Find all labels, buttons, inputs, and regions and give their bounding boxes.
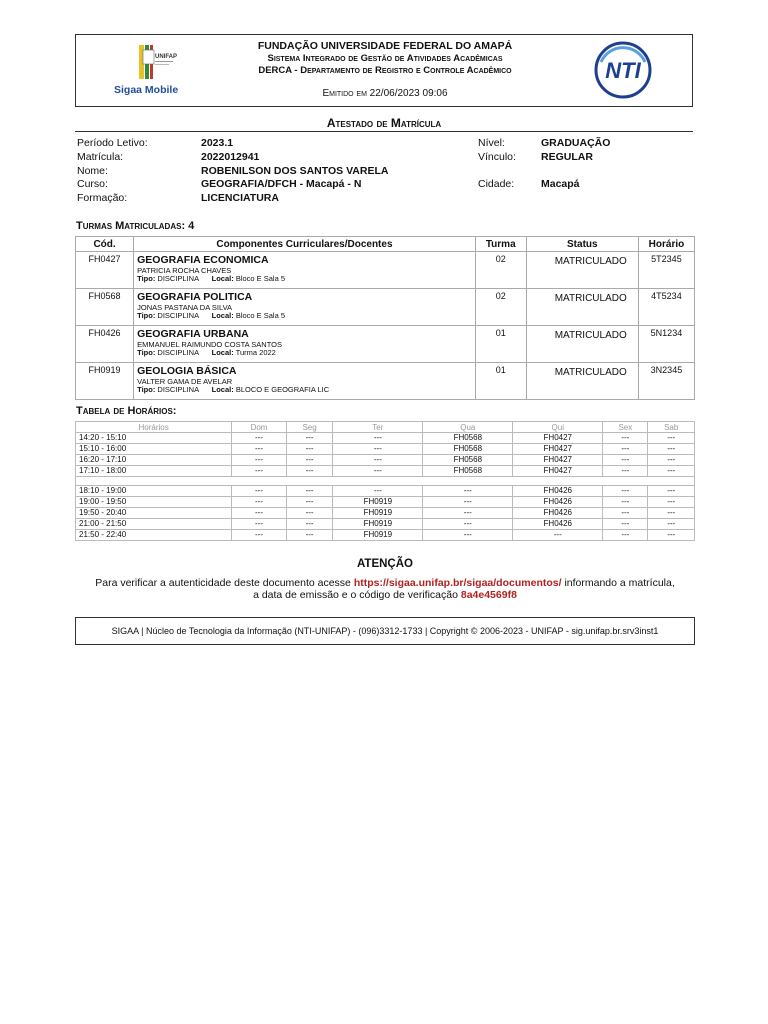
horario-slot: 16:20 - 17:10 [76,455,232,466]
turma-horario: 4T5234 [638,289,694,326]
tipo-value: DISCIPLINA [157,311,200,320]
componente-docente: EMMANUEL RAIMUNDO COSTA SANTOS [137,340,283,349]
horarios-col-header: Sab [648,422,695,433]
turmas-table [75,236,695,400]
nivel-label: Nível: [478,137,505,149]
horario-slot: 18:10 - 19:00 [76,486,232,497]
horario-cell: --- [423,519,513,530]
sigaa-mobile-label: Sigaa Mobile [114,84,179,96]
horario-cell: --- [603,433,648,444]
horario-cell: --- [423,486,513,497]
turma-status: MATRICULADO [526,326,638,363]
horarios-gap-cell [423,477,513,486]
horario-cell: --- [648,444,695,455]
horarios-gap-cell [232,477,287,486]
horarios-col-header: Ter [333,422,423,433]
horarios-col-header: Seg [286,422,333,433]
tipo-label: Tipo: [137,274,156,283]
verif-pre: Para verificar a autenticidade deste documento acesse [95,577,354,589]
horario-cell: --- [423,508,513,519]
vinculo-value: REGULAR [541,151,593,163]
local-value: Bloco E Sala 5 [235,274,286,283]
turma-row [76,252,695,289]
horarios-col-header: Qua [423,422,513,433]
horario-cell: FH0426 [513,497,603,508]
horario-slot: 14:20 - 15:10 [76,433,232,444]
horario-cell: --- [603,508,648,519]
horario-slot: 21:00 - 21:50 [76,519,232,530]
turma-componente [134,326,476,363]
horario-cell: --- [423,530,513,541]
horario-cell: --- [603,530,648,541]
horario-cell: FH0426 [513,519,603,530]
horario-cell: FH0427 [513,466,603,477]
turma-numero: 02 [475,289,526,326]
horarios-row [76,455,695,466]
col-horario: Horário [638,237,694,252]
horario-cell: FH0427 [513,444,603,455]
horario-cell: --- [232,466,287,477]
componente-docente: PATRICIA ROCHA CHAVES [137,266,232,275]
componente-tipo-local [137,275,472,283]
horario-cell: --- [648,508,695,519]
tipo-value: DISCIPLINA [157,274,200,283]
horario-cell: --- [232,497,287,508]
horario-cell: --- [286,466,333,477]
horarios-col-header: Dom [232,422,287,433]
componente-nome: GEOGRAFIA ECONOMICA [137,254,269,266]
horario-cell: --- [232,444,287,455]
turma-numero: 01 [475,326,526,363]
horarios-gap-cell [76,477,232,486]
horario-cell: --- [648,466,695,477]
turma-row [76,289,695,326]
horario-cell: --- [286,530,333,541]
horario-cell: --- [333,444,423,455]
horario-cell: FH0568 [423,444,513,455]
issue-date: Emitido em 22/06/2023 09:06 [322,88,448,99]
turma-status: MATRICULADO [526,289,638,326]
horario-cell: --- [603,519,648,530]
horarios-col-header: Sex [603,422,648,433]
horarios-row [76,466,695,477]
verification-text [75,577,695,601]
verification-code: 8a4e4569f8 [460,589,517,601]
formacao-label: Formação: [77,192,128,204]
horario-cell: --- [648,530,695,541]
matricula-value: 2022012941 [201,151,260,163]
tipo-label: Tipo: [137,348,156,357]
turmas-header-row [76,237,695,252]
horario-cell: FH0427 [513,455,603,466]
horario-cell: FH0568 [423,433,513,444]
horario-cell: --- [333,466,423,477]
page-footer: SIGAA | Núcleo de Tecnologia da Informação (NTI-UNIFAP) - (096)3312-1733 | Copyright © 2006-2023 - UNIFAP - sig.unifap.br.srv3inst1 [75,617,695,645]
svg-text:NTI: NTI [605,58,641,83]
horario-cell: --- [603,486,648,497]
tipo-label: Tipo: [137,385,156,394]
nivel-value: GRADUAÇÃO [541,137,611,149]
svg-text:UNIFAP: UNIFAP [155,54,178,60]
col-turma: Turma [475,237,526,252]
local-label: Local: [211,311,234,320]
horarios-row [76,444,695,455]
turma-numero: 01 [475,363,526,400]
turma-row [76,326,695,363]
turma-componente [134,289,476,326]
local-value: BLOCO E GEOGRAFIA LIC [235,385,330,394]
horarios-row [76,508,695,519]
horarios-gap-cell [513,477,603,486]
horario-cell: --- [648,433,695,444]
horario-cell: --- [286,433,333,444]
periodo-label: Período Letivo: [77,137,148,149]
local-value: Turma 2022 [235,348,276,357]
horario-cell: FH0426 [513,486,603,497]
horario-cell: --- [232,530,287,541]
local-label: Local: [211,348,234,357]
horario-slot: 15:10 - 16:00 [76,444,232,455]
turma-horario: 5T2345 [638,252,694,289]
cidade-label: Cidade: [478,178,515,190]
attention-heading: ATENÇÃO [356,558,413,570]
local-value: Bloco E Sala 5 [235,311,286,320]
componente-nome: GEOGRAFIA URBANA [137,328,249,340]
horario-cell: --- [648,486,695,497]
componente-tipo-local [137,349,472,357]
turma-componente [134,363,476,400]
horario-cell: --- [232,486,287,497]
horario-cell: --- [232,508,287,519]
horarios-table [75,421,695,541]
componente-docente: JONAS PASTANA DA SILVA [137,303,233,312]
col-componentes: Componentes Curriculares/Docentes [134,237,476,252]
horarios-row [76,497,695,508]
verification-link[interactable]: https://sigaa.unifap.br/sigaa/documentos/ [353,577,562,589]
turma-cod: FH0919 [76,363,134,400]
turma-status: MATRICULADO [526,252,638,289]
componente-docente: VALTER GAMA DE AVELAR [137,377,233,386]
horario-cell: --- [648,455,695,466]
turma-cod: FH0427 [76,252,134,289]
periodo-value: 2023.1 [201,137,234,149]
horario-cell: FH0919 [333,519,423,530]
horario-cell: --- [232,455,287,466]
horario-cell: --- [333,433,423,444]
nome-value: ROBENILSON DOS SANTOS VARELA [201,165,389,177]
componente-tipo-local [137,386,472,394]
horario-cell: --- [286,519,333,530]
col-cod: Cód. [76,237,134,252]
horario-slot: 19:50 - 20:40 [76,508,232,519]
horario-cell: FH0427 [513,433,603,444]
cidade-value: Macapá [541,178,580,190]
horario-cell: --- [513,530,603,541]
curso-label: Curso: [77,178,108,190]
horario-cell: --- [648,519,695,530]
institution-name: FUNDAÇÃO UNIVERSIDADE FEDERAL DO AMAPÁ [257,40,513,52]
horario-cell: --- [232,519,287,530]
componente-nome: GEOLOGIA BÁSICA [137,365,237,377]
curso-value: GEOGRAFIA/DFCH - Macapá - N [201,178,362,190]
horarios-row [76,433,695,444]
horarios-gap-cell [286,477,333,486]
componente-nome: GEOGRAFIA POLITICA [137,291,253,303]
horarios-gap-cell [603,477,648,486]
horario-cell: --- [603,497,648,508]
verif-mid: informando a matrícula, [561,577,675,589]
department-name: DERCA - Departamento de Registro e Controle Acadêmico [258,65,512,76]
horarios-title: Tabela de Horários: [76,405,177,417]
turma-cod: FH0426 [76,326,134,363]
horarios-gap-cell [333,477,423,486]
horario-cell: FH0919 [333,530,423,541]
verif-line2: a data de emissão e o código de verificação [253,589,461,601]
horario-cell: --- [603,455,648,466]
horario-cell: FH0426 [513,508,603,519]
horario-cell: --- [603,466,648,477]
horario-cell: --- [648,497,695,508]
horario-cell: --- [333,455,423,466]
horarios-row [76,519,695,530]
horario-cell: --- [286,455,333,466]
horario-cell: --- [286,497,333,508]
tipo-label: Tipo: [137,311,156,320]
turmas-title: Turmas Matriculadas: 4 [76,220,195,232]
formacao-value: LICENCIATURA [201,192,279,204]
turma-status: MATRICULADO [526,363,638,400]
horario-cell: FH0919 [333,508,423,519]
turma-horario: 3N2345 [638,363,694,400]
matricula-label: Matrícula: [77,151,124,163]
system-name: Sistema Integrado de Gestão de Atividades Acadêmicas [267,53,503,64]
horario-cell: FH0919 [333,497,423,508]
horario-cell: FH0568 [423,466,513,477]
horario-slot: 21:50 - 22:40 [76,530,232,541]
horario-cell: --- [286,444,333,455]
horario-slot: 19:00 - 19:50 [76,497,232,508]
horarios-row [76,530,695,541]
horario-slot: 17:10 - 18:00 [76,466,232,477]
turma-componente [134,252,476,289]
horarios-header-row [76,422,695,433]
horarios-col-header: Horários [76,422,232,433]
document-title: Atestado de Matrícula [75,116,693,132]
horario-cell: FH0568 [423,455,513,466]
col-status: Status [526,237,638,252]
horarios-gap-cell [648,477,695,486]
horarios-row [76,486,695,497]
horario-cell: --- [423,497,513,508]
local-label: Local: [211,274,234,283]
turma-cod: FH0568 [76,289,134,326]
tipo-value: DISCIPLINA [157,348,200,357]
tipo-value: DISCIPLINA [157,385,200,394]
horarios-gap-row [76,477,695,486]
horario-cell: --- [333,486,423,497]
componente-tipo-local [137,312,472,320]
turma-numero: 02 [475,252,526,289]
nti-logo-icon [591,40,655,100]
vinculo-label: Vínculo: [478,151,516,163]
document-header [75,34,693,107]
horario-cell: --- [232,433,287,444]
turma-horario: 5N1234 [638,326,694,363]
nome-label: Nome: [77,165,108,177]
horario-cell: --- [286,486,333,497]
local-label: Local: [211,385,234,394]
horario-cell: --- [286,508,333,519]
horario-cell: --- [603,444,648,455]
turma-row [76,363,695,400]
horarios-col-header: Qui [513,422,603,433]
